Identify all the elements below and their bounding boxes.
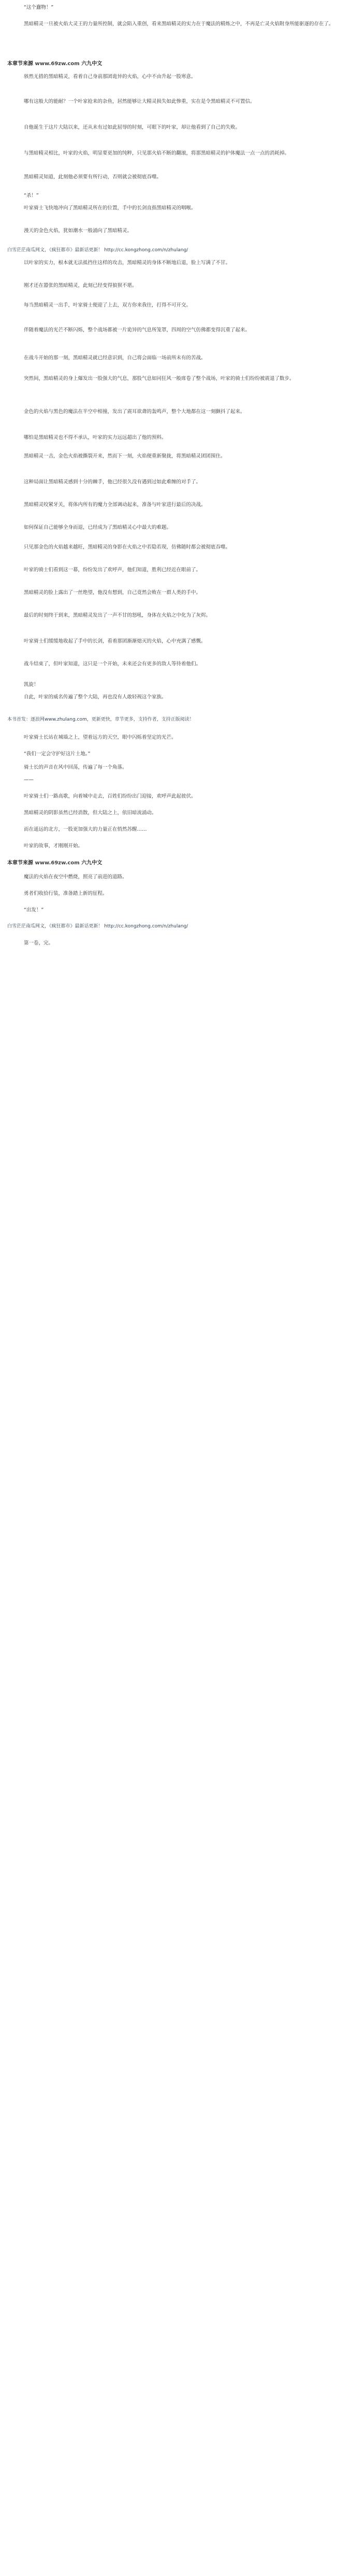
paragraph: 黑暗精灵的脸上露出了一丝绝望，他没有想到，自己竟然会败在一群人类的手中。 [24, 590, 201, 596]
paragraph: 黑暗精灵的阴影虽然已经消散，但大陆之上，依旧暗流涌动。 [24, 810, 157, 816]
paragraph: 与黑暗精灵相比，叶家的火焰，明显要更加的纯粹，只见那火焰不断的翻滚，将那黑暗精灵的护体魔法一点一点的消耗掉。 [24, 150, 290, 156]
paragraph: 刚才还在嚣张的黑暗精灵，此刻已经变得狼狈不堪。 [24, 283, 137, 288]
source-label: 本章节来源 [7, 61, 33, 67]
ad-text: 白雪茫茫南瓜网文，《疯狂都市》最新话更新！ [7, 248, 103, 253]
paragraph: 黑暗精灵咬紧牙关，将体内所有的魔力全部调动起来，准备与叶家进行最后的决战。 [24, 502, 206, 508]
paragraph: 以叶家的实力，根本就无法抵挡住这样的攻击，黑暗精灵的身体不断地后退，脸上写满了不甘。 [24, 260, 231, 266]
paragraph: 而在遥远的北方，一股更加强大的力量正在悄然苏醒…… [24, 827, 147, 832]
paragraph: —— [24, 777, 34, 783]
paragraph: 哪怕是黑暗精灵也不得不承认，叶家的实力远远超出了他的预料。 [24, 435, 167, 440]
paragraph: 黑暗精灵一旦被火焰大灵王的力量所控制，就会陷入重创，看来黑暗精灵的实力在于魔法的精炼之中，不再是亡灵火焰附身所能驱逐的存在了。 [24, 21, 334, 27]
paragraph: 叶家的故事，才刚刚开始。 [24, 843, 83, 849]
paragraph: 最后的时刻终于到来，黑暗精灵发出了一声不甘的怒吼，身体在火焰之中化为了灰烬。 [24, 613, 211, 618]
paragraph: 叶家骑士飞快地冲向了黑暗精灵所在的位置，手中的长剑直指黑暗精灵的咽喉。 [24, 205, 196, 211]
zhulang-notice [7, 717, 194, 723]
source-banner [7, 860, 102, 866]
paragraph: “出发！” [24, 907, 44, 913]
paragraph: 勇者们收拾行装，准备踏上新的征程。 [24, 891, 108, 896]
paragraph: 魔法的火焰在夜空中燃烧，照亮了前进的道路。 [24, 874, 127, 880]
paragraph: 黑暗精灵知道，此刻他必须要有所行动，否则就会被彻底吞噬。 [24, 174, 162, 180]
ad-notice [7, 247, 188, 253]
paragraph: 漫天的金色火焰，犹如潮水一般涌向了黑暗精灵。 [24, 228, 133, 234]
paragraph: 突然间，黑暗精灵的身上爆发出一股强大的气息，那股气息如同狂风一般席卷了整个战场，叶家的骑士们纷纷被震退了数步。 [24, 376, 295, 382]
ad-link[interactable]: http://cc.kongzhong.com/n/zhulang/ [104, 248, 188, 253]
paragraph: 如何保证自己能够全身而退，已经成为了黑暗精灵心中最大的难题。 [24, 525, 172, 530]
source-brand: 六九中文 [81, 61, 102, 67]
paragraph: 伴随着魔法的光芒不断闪烁，整个战场都被一片诡异的气息所笼罩，四周的空气仿佛都变得沉重了起来。 [24, 327, 251, 333]
paragraph: 凯旋！ [24, 682, 39, 688]
source-brand: 六九中文 [81, 860, 102, 866]
paragraph: 叶家的骑士们看到这一幕，纷纷发出了欢呼声，他们知道，胜利已经近在眼前了。 [24, 567, 201, 573]
paragraph: “杀！” [24, 193, 39, 199]
paragraph: 黑暗精灵一击，金色火焰被撕裂开来，然而下一刻，火焰便重新聚拢，将黑暗精灵团团围住。 [24, 453, 226, 459]
ad-notice [7, 923, 188, 929]
paragraph: 在战斗开始的那一刻，黑暗精灵就已经意识到，自己将会面临一场前所未有的苦战。 [24, 355, 206, 361]
paragraph: 战斗结束了，但叶家知道，这只是一个开始，未来还会有更多的敌人等待着他们。 [24, 661, 201, 667]
paragraph: 叶家骑士长站在城墙之上，望着远方的天空，眼中闪烁着坚定的光芒。 [24, 735, 177, 740]
source-label: 本章节来源 [7, 860, 33, 866]
zhulang-text[interactable]: 本书首发：逐浪网www.zhulang.com，更新更快，章节更多，支持作者，支持正版阅读！ [7, 717, 194, 722]
ad-text: 白雪茫茫南瓜网文，《疯狂都市》最新话更新！ [7, 924, 103, 929]
paragraph: 叶家骑士们缓缓地收起了手中的长剑，看着那团渐渐熄灭的火焰，心中充满了感慨。 [24, 638, 206, 644]
paragraph: 哪有这般大的能耐？一个叶家抢来的杂鱼，居然能够让大精灵损失如此惨重，实在是令黑暗精灵不可置信。 [24, 99, 255, 104]
source-banner [7, 61, 102, 67]
paragraph: 金色的火焰与黑色的魔法在半空中相撞，发出了震耳欲聋的轰鸣声，整个大地都在这一刻颤抖了起来。 [24, 409, 245, 415]
paragraph: 骑士长的声音在风中回荡，传遍了每一个角落。 [24, 765, 127, 770]
paragraph: 这种局面让黑暗精灵感到十分的棘手，他已经很久没有遇到过如此难缠的对手了。 [24, 479, 201, 485]
source-site[interactable]: www.69zw.com [35, 860, 80, 866]
paragraph: 只见那金色的火焰越来越旺，黑暗精灵的身影在火焰之中若隐若现，仿佛随时都会被彻底吞噬。 [24, 544, 231, 550]
paragraph: 骇然无措的黑暗精灵，看着自己身前那团诡异的火焰，心中不由升起一股寒意。 [24, 74, 196, 80]
paragraph: 自此，叶家的威名传遍了整个大陆，再也没有人敢轻视这个家族。 [24, 694, 167, 700]
paragraph: 第一卷，完。 [24, 940, 54, 946]
paragraph: “我们一定会守护好这片土地。” [24, 751, 91, 757]
source-site[interactable]: www.69zw.com [35, 61, 80, 67]
paragraph: “这个蠢物！” [24, 5, 54, 10]
paragraph: 每当黑暗精灵一出手，叶家骑士便迎了上去，双方你来我往，打得不可开交。 [24, 302, 192, 308]
paragraph: 自他诞生于这片大陆以来，还从未有过如此屈辱的时刻，可眼下的叶家，却让他看到了自己的失败。 [24, 125, 241, 130]
paragraph: 叶家骑士们一路高歌，向着城中走去，百姓们纷纷出门迎接，欢呼声此起彼伏。 [24, 794, 196, 799]
ad-link[interactable]: http://cc.kongzhong.com/n/zhulang/ [104, 924, 188, 929]
